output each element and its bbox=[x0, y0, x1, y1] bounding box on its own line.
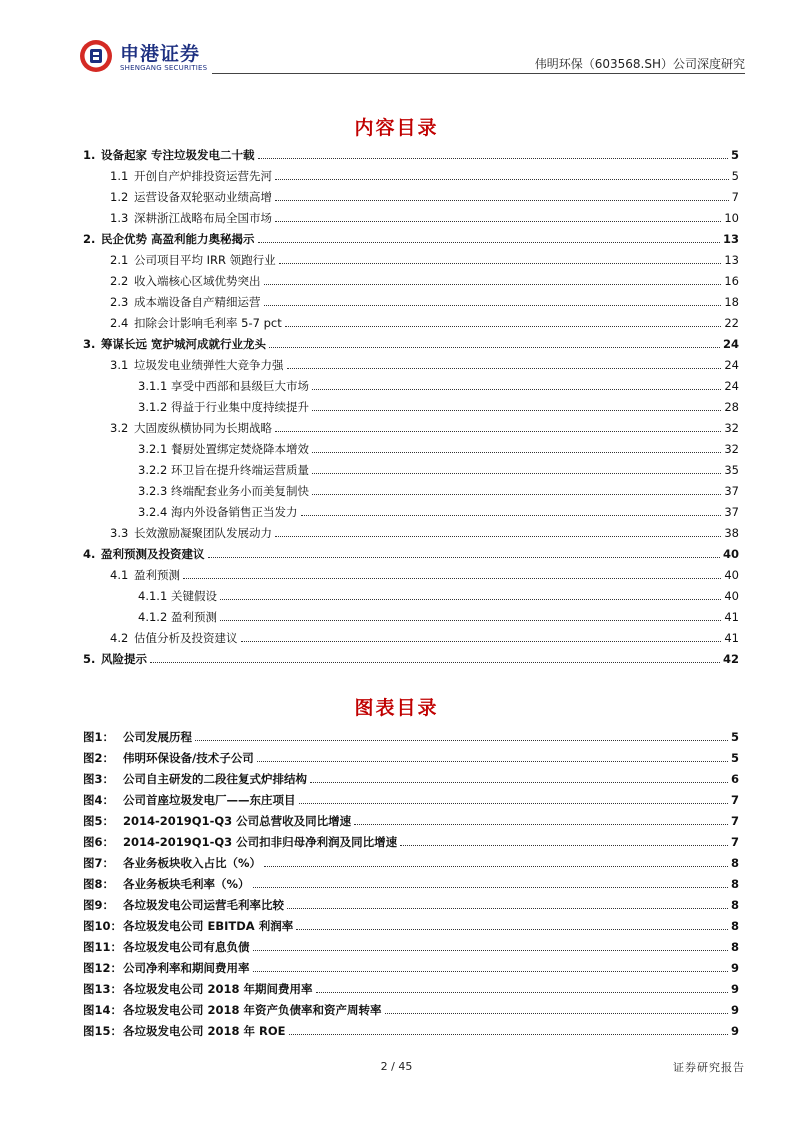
page-header bbox=[79, 36, 745, 76]
toc-entry-label: 盈利预测及投资建议 bbox=[101, 547, 205, 561]
figure-entry-page: 9 bbox=[730, 961, 739, 975]
toc-entry-4-1-2[interactable] bbox=[83, 608, 739, 624]
figure-entry-number: 图13： bbox=[83, 982, 123, 996]
dot-leader bbox=[354, 824, 728, 825]
dot-leader bbox=[287, 908, 728, 909]
figure-entry-2[interactable] bbox=[83, 749, 739, 765]
toc-entry-number: 2. bbox=[83, 232, 96, 246]
figure-entry-1[interactable] bbox=[83, 728, 739, 744]
figure-entry-number: 图15： bbox=[83, 1024, 123, 1038]
figure-entry-7[interactable] bbox=[83, 854, 739, 870]
toc-entry-number: 3.2.1 bbox=[138, 442, 168, 456]
figure-entry-number: 图2： bbox=[83, 751, 115, 765]
dot-leader bbox=[183, 578, 721, 579]
toc-entry-4-2[interactable] bbox=[83, 629, 739, 645]
dot-leader bbox=[275, 200, 729, 201]
toc-entry-page: 7 bbox=[731, 190, 739, 204]
toc-entry-4-1[interactable] bbox=[83, 566, 739, 582]
figure-entry-12[interactable] bbox=[83, 959, 739, 975]
toc-entry-number: 2.4 bbox=[110, 316, 129, 330]
toc-entry-number: 4.1.2 bbox=[138, 610, 168, 624]
figure-entry-11[interactable] bbox=[83, 938, 739, 954]
toc-entry-number: 1.2 bbox=[110, 190, 129, 204]
toc-entry-label: 公司项目平均 IRR 领跑行业 bbox=[134, 253, 276, 267]
figure-entry-4[interactable] bbox=[83, 791, 739, 807]
toc-entry-page: 13 bbox=[722, 232, 739, 246]
toc-entry-page: 32 bbox=[724, 421, 739, 435]
dot-leader bbox=[258, 242, 720, 243]
figure-entry-number: 图4： bbox=[83, 793, 115, 807]
toc-entry-label: 大固废纵横协同为长期战略 bbox=[134, 421, 272, 435]
toc-entry-page: 24 bbox=[724, 379, 739, 393]
dot-leader bbox=[150, 662, 720, 663]
figure-entry-page: 8 bbox=[730, 940, 739, 954]
dot-leader bbox=[258, 158, 728, 159]
toc-entry-label: 垃圾发电业绩弹性大竞争力强 bbox=[134, 358, 284, 372]
figure-entry-number: 图8： bbox=[83, 877, 115, 891]
toc-entry-page: 42 bbox=[722, 652, 739, 666]
dot-leader bbox=[269, 347, 720, 348]
toc-entry-4[interactable] bbox=[83, 545, 739, 561]
figure-entry-label: 各垃圾发电公司运营毛利率比较 bbox=[123, 898, 284, 912]
figure-entry-15[interactable] bbox=[83, 1022, 739, 1038]
toc-entry-number: 2.2 bbox=[110, 274, 129, 288]
dot-leader bbox=[312, 473, 721, 474]
toc-entry-number: 2.3 bbox=[110, 295, 129, 309]
toc-entry-page: 37 bbox=[724, 484, 739, 498]
toc-entry-page: 18 bbox=[724, 295, 739, 309]
figure-entry-label: 2014-2019Q1-Q3 公司总营收及同比增速 bbox=[123, 814, 352, 828]
figure-entry-number: 图11： bbox=[83, 940, 123, 954]
toc-entry-1-2[interactable] bbox=[83, 188, 739, 204]
toc-entry-3-2-3[interactable] bbox=[83, 482, 739, 498]
toc-entry-page: 38 bbox=[724, 526, 739, 540]
dot-leader bbox=[279, 263, 722, 264]
figure-entry-5[interactable] bbox=[83, 812, 739, 828]
toc-entry-number: 3.2.2 bbox=[138, 463, 168, 477]
figure-entry-8[interactable] bbox=[83, 875, 739, 891]
dot-leader bbox=[241, 641, 722, 642]
toc-entry-label: 关键假设 bbox=[171, 589, 217, 603]
figure-entry-number: 图6： bbox=[83, 835, 115, 849]
toc-entry-3-2-1[interactable] bbox=[83, 440, 739, 456]
toc-entry-3-2-2[interactable] bbox=[83, 461, 739, 477]
dot-leader bbox=[195, 740, 728, 741]
dot-leader bbox=[400, 845, 728, 846]
dot-leader bbox=[253, 887, 728, 888]
toc-entry-number: 1.1 bbox=[110, 169, 129, 183]
toc-entry-number: 4.1.1 bbox=[138, 589, 168, 603]
toc-entry-number: 3.1.1 bbox=[138, 379, 168, 393]
figure-entry-label: 公司首座垃圾发电厂——东庄项目 bbox=[123, 793, 296, 807]
toc-entry-number: 4.2 bbox=[110, 631, 129, 645]
toc-entry-page: 13 bbox=[724, 253, 739, 267]
page-number: 2 / 45 bbox=[380, 1060, 413, 1073]
toc-entry-3-1-1[interactable] bbox=[83, 377, 739, 393]
dot-leader bbox=[316, 992, 728, 993]
toc-entry-page: 37 bbox=[724, 505, 739, 519]
toc-entry-2-4[interactable] bbox=[83, 314, 739, 330]
dot-leader bbox=[275, 221, 721, 222]
toc-entry-2-2[interactable] bbox=[83, 272, 739, 288]
company-name-cn: 申港证券 bbox=[120, 43, 201, 65]
figure-entry-page: 9 bbox=[730, 1003, 739, 1017]
toc-entry-page: 24 bbox=[722, 337, 739, 351]
toc-entry-number: 4.1 bbox=[110, 568, 129, 582]
toc-entry-3-1-2[interactable] bbox=[83, 398, 739, 414]
dot-leader bbox=[264, 305, 722, 306]
toc-entry-label: 扣除会计影响毛利率 5-7 pct bbox=[134, 316, 282, 330]
dot-leader bbox=[275, 536, 721, 537]
toc-entry-number: 3. bbox=[83, 337, 96, 351]
toc-entry-number: 1.3 bbox=[110, 211, 129, 225]
figure-entry-page: 8 bbox=[730, 898, 739, 912]
toc-entry-label: 盈利预测 bbox=[134, 568, 180, 582]
toc-entry-number: 3.1 bbox=[110, 358, 129, 372]
company-logo-icon bbox=[79, 39, 113, 73]
toc-entry-label: 海内外设备销售正当发力 bbox=[171, 505, 298, 519]
toc-entry-label: 享受中西部和县级巨大市场 bbox=[171, 379, 309, 393]
figure-entry-number: 图14： bbox=[83, 1003, 123, 1017]
figure-entry-label: 各垃圾发电公司有息负债 bbox=[123, 940, 250, 954]
figure-entry-number: 图7： bbox=[83, 856, 115, 870]
figure-entry-number: 图5： bbox=[83, 814, 115, 828]
figure-entry-label: 各垃圾发电公司 2018 年 ROE bbox=[123, 1024, 286, 1038]
toc-entry-page: 22 bbox=[724, 316, 739, 330]
figures-title: 图表目录 bbox=[354, 697, 439, 719]
dot-leader bbox=[312, 452, 721, 453]
toc-entry-number: 3.2.3 bbox=[138, 484, 168, 498]
dot-leader bbox=[289, 1034, 728, 1035]
dot-leader bbox=[285, 326, 722, 327]
dot-leader bbox=[312, 410, 721, 411]
figure-entry-number: 图9： bbox=[83, 898, 115, 912]
figure-entry-number: 图1： bbox=[83, 730, 115, 744]
figure-entry-page: 8 bbox=[730, 856, 739, 870]
toc-entry-number: 5. bbox=[83, 652, 96, 666]
toc-entry-number: 3.2 bbox=[110, 421, 129, 435]
dot-leader bbox=[310, 782, 728, 783]
dot-leader bbox=[220, 599, 721, 600]
dot-leader bbox=[299, 803, 728, 804]
figure-entry-page: 7 bbox=[730, 793, 739, 807]
figure-entry-page: 9 bbox=[730, 982, 739, 996]
toc-entry-2-3[interactable] bbox=[83, 293, 739, 309]
toc-entry-label: 深耕浙江战略布局全国市场 bbox=[134, 211, 272, 225]
toc-entry-2[interactable] bbox=[83, 230, 739, 246]
toc-entry-2-1[interactable] bbox=[83, 251, 739, 267]
toc-entry-label: 环卫旨在提升终端运营质量 bbox=[171, 463, 309, 477]
dot-leader bbox=[312, 389, 721, 390]
company-name-en: SHENGANG SECURITIES bbox=[120, 64, 208, 72]
toc-entry-label: 估值分析及投资建议 bbox=[134, 631, 238, 645]
figure-entry-14[interactable] bbox=[83, 1001, 739, 1017]
figure-entry-9[interactable] bbox=[83, 896, 739, 912]
toc-entry-1-1[interactable] bbox=[83, 167, 739, 183]
toc-entry-label: 成本端设备自产精细运营 bbox=[134, 295, 261, 309]
dot-leader bbox=[253, 971, 728, 972]
toc-entry-1[interactable] bbox=[83, 146, 739, 162]
toc-entry-3-3[interactable] bbox=[83, 524, 739, 540]
dot-leader bbox=[275, 431, 721, 432]
dot-leader bbox=[287, 368, 722, 369]
figure-entry-page: 7 bbox=[730, 814, 739, 828]
toc-entry-number: 4. bbox=[83, 547, 96, 561]
toc-entry-page: 5 bbox=[731, 169, 739, 183]
toc-entry-number: 3.3 bbox=[110, 526, 129, 540]
figure-entry-label: 公司发展历程 bbox=[123, 730, 192, 744]
toc-entry-page: 16 bbox=[724, 274, 739, 288]
toc-entry-page: 35 bbox=[724, 463, 739, 477]
dot-leader bbox=[312, 494, 721, 495]
toc-entry-3-2[interactable] bbox=[83, 419, 739, 435]
figure-entry-3[interactable] bbox=[83, 770, 739, 786]
report-title: 伟明环保（603568.SH）公司深度研究 bbox=[534, 57, 745, 71]
toc-entry-label: 运营设备双轮驱动业绩高增 bbox=[134, 190, 272, 204]
header-divider bbox=[212, 73, 745, 74]
dot-leader bbox=[385, 1013, 728, 1014]
figure-entry-number: 图10： bbox=[83, 919, 123, 933]
figure-entry-label: 各垃圾发电公司 EBITDA 利润率 bbox=[123, 919, 294, 933]
figure-entry-6[interactable] bbox=[83, 833, 739, 849]
figure-entry-page: 6 bbox=[730, 772, 739, 786]
toc-entry-number: 3.1.2 bbox=[138, 400, 168, 414]
figure-entry-label: 各垃圾发电公司 2018 年期间费用率 bbox=[123, 982, 313, 996]
toc-entry-page: 32 bbox=[724, 442, 739, 456]
toc-entry-3-1[interactable] bbox=[83, 356, 739, 372]
toc-entry-page: 10 bbox=[724, 211, 739, 225]
dot-leader bbox=[264, 866, 728, 867]
figure-entry-label: 公司自主研发的二段往复式炉排结构 bbox=[123, 772, 307, 786]
toc-entry-3-2-4[interactable] bbox=[83, 503, 739, 519]
figure-entry-label: 伟明环保设备/技术子公司 bbox=[123, 751, 254, 765]
toc-entry-number: 3.2.4 bbox=[138, 505, 168, 519]
toc-entry-page: 40 bbox=[722, 547, 739, 561]
toc-entry-label: 餐厨处置绑定焚烧降本增效 bbox=[171, 442, 309, 456]
figure-entry-number: 图3： bbox=[83, 772, 115, 786]
figure-entry-page: 5 bbox=[730, 730, 739, 744]
toc-entry-page: 24 bbox=[724, 358, 739, 372]
figure-entry-page: 8 bbox=[730, 877, 739, 891]
toc-entry-label: 终端配套业务小而美复制快 bbox=[171, 484, 309, 498]
figure-entry-page: 7 bbox=[730, 835, 739, 849]
toc-entry-3[interactable] bbox=[83, 335, 739, 351]
toc-entry-label: 长效激励凝聚团队发展动力 bbox=[134, 526, 272, 540]
dot-leader bbox=[301, 515, 722, 516]
toc-entry-label: 收入端核心区域优势突出 bbox=[134, 274, 261, 288]
dot-leader bbox=[257, 761, 728, 762]
figure-entry-page: 9 bbox=[730, 1024, 739, 1038]
figure-entry-label: 各业务板块收入占比（%） bbox=[123, 856, 262, 870]
dot-leader bbox=[220, 620, 721, 621]
toc-entry-label: 开创自产炉排投资运营先河 bbox=[134, 169, 272, 183]
toc-entry-4-1-1[interactable] bbox=[83, 587, 739, 603]
figure-entry-label: 2014-2019Q1-Q3 公司扣非归母净利润及同比增速 bbox=[123, 835, 398, 849]
dot-leader bbox=[264, 284, 722, 285]
figure-entry-page: 8 bbox=[730, 919, 739, 933]
figure-entry-page: 5 bbox=[730, 751, 739, 765]
figure-entry-13[interactable] bbox=[83, 980, 739, 996]
dot-leader bbox=[253, 950, 728, 951]
toc-entry-page: 40 bbox=[724, 589, 739, 603]
toc-entry-page: 40 bbox=[724, 568, 739, 582]
figure-entry-number: 图12： bbox=[83, 961, 123, 975]
toc-entry-5[interactable] bbox=[83, 650, 739, 666]
toc-entry-1-3[interactable] bbox=[83, 209, 739, 225]
dot-leader bbox=[296, 929, 728, 930]
toc-entry-page: 41 bbox=[724, 631, 739, 645]
figure-entry-label: 各业务板块毛利率（%） bbox=[123, 877, 250, 891]
toc-title: 内容目录 bbox=[354, 117, 439, 139]
figure-entry-label: 各垃圾发电公司 2018 年资产负债率和资产周转率 bbox=[123, 1003, 382, 1017]
figure-entry-label: 公司净利率和期间费用率 bbox=[123, 961, 250, 975]
toc-entry-page: 41 bbox=[724, 610, 739, 624]
toc-entry-label: 得益于行业集中度持续提升 bbox=[171, 400, 309, 414]
toc-entry-page: 5 bbox=[730, 148, 739, 162]
dot-leader bbox=[208, 557, 720, 558]
dot-leader bbox=[275, 179, 729, 180]
toc-entry-page: 28 bbox=[724, 400, 739, 414]
figure-entry-10[interactable] bbox=[83, 917, 739, 933]
toc-entry-number: 1. bbox=[83, 148, 96, 162]
document-type: 证券研究报告 bbox=[673, 1061, 745, 1074]
toc-entry-label: 民企优势 高盈利能力奥秘揭示 bbox=[101, 232, 255, 246]
toc-entry-label: 盈利预测 bbox=[171, 610, 217, 624]
toc-entry-number: 2.1 bbox=[110, 253, 129, 267]
toc-entry-label: 筹谋长远 宽护城河成就行业龙头 bbox=[101, 337, 267, 351]
toc-entry-label: 设备起家 专注垃圾发电二十载 bbox=[101, 148, 255, 162]
toc-entry-label: 风险提示 bbox=[101, 652, 147, 666]
